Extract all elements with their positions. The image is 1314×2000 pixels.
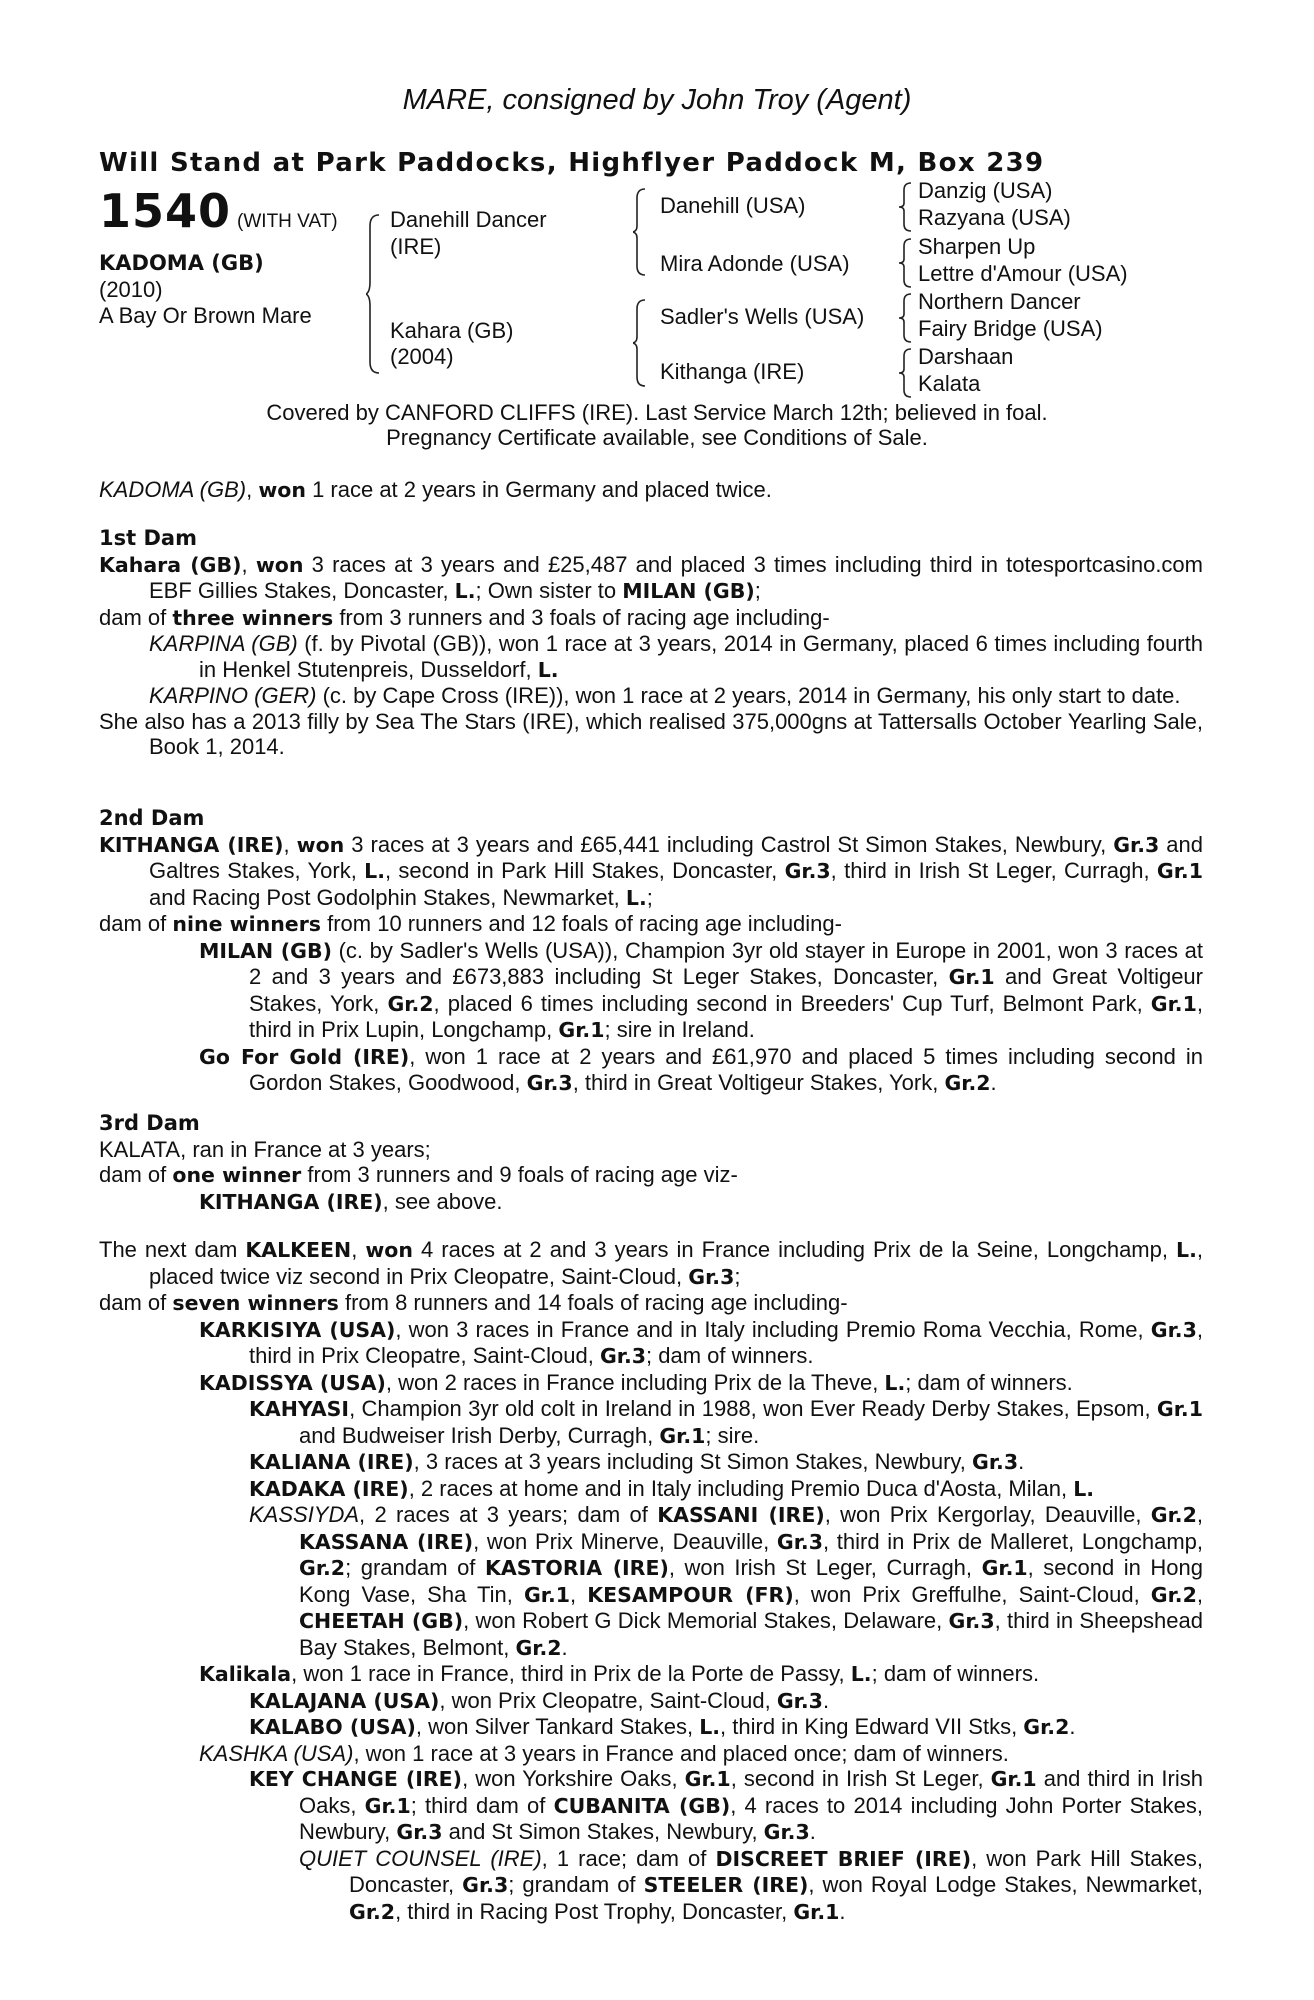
horse-name: KADOMA (GB) [99,251,264,275]
text: Gr.3 [776,1529,823,1554]
second-dam-heading: 2nd Dam [99,806,205,830]
page-title: MARE, consigned by John Troy (Agent) [402,84,912,116]
pedigree-sire-country: (IRE) [390,234,442,259]
text: , second in Irish St Leger, [730,1766,991,1791]
text: one winner [172,1163,302,1187]
text: , won Prix Minerve, Deauville, [473,1528,777,1554]
bracket-sire [633,188,647,276]
text: L. [699,1715,721,1739]
text: Gr.2 [349,1899,396,1924]
pedigree-ds: Sadler's Wells (USA) [660,304,865,329]
text: , 1 race; dam of [541,1845,716,1871]
text: won [365,1238,413,1262]
text: dam of [99,911,173,936]
text: Gr.2 [387,991,434,1016]
text: 3 races at 3 years and £65,441 including Castrol St Simon Stakes, Newbury, [344,831,1114,857]
text: and third in Irish Oaks, [299,1766,1203,1818]
text: and St Simon Stakes, Newbury, [442,1819,764,1844]
text: , won Irish St Leger, Curragh, [668,1555,982,1580]
quiet-counsel-entry [99,1846,1203,1926]
text: Gr.1 [364,1793,411,1818]
kalajana-entry [99,1688,1203,1715]
text: (f. by Pivotal (GB)), won 1 race at 3 years, 2014 in Germany, placed 6 times including fourth in Henkel Stutenpreis, Dusseldorf, [199,631,1203,682]
intro-name: KADOMA (GB) [99,477,247,502]
text: KASSANA (IRE) [299,1529,474,1554]
third-dam-heading: 3rd Dam [99,1111,200,1135]
text: 1 race at 2 years in Germany and placed twice. [305,477,772,502]
text: Gr.2 [944,1071,991,1095]
second-dam-produce [99,911,1203,938]
first-dam-heading: 1st Dam [99,526,197,550]
text: , won Robert G Dick Memorial Stakes, Delaware, [463,1608,949,1633]
pedigree-sd: Mira Adonde (USA) [660,251,850,276]
text: Gr.1 [1156,859,1203,883]
text: Kalikala [199,1662,292,1686]
text: MILAN (GB) [622,579,755,603]
text: , 2 races at 3 years; dam of [359,1502,658,1527]
text: Gr.1 [948,965,995,989]
text: , 2 races at home and in Italy including Premio Duca d'Aosta, Milan, [408,1475,1074,1501]
text: L. [364,859,385,883]
text: ; sire in Ireland. [604,1017,755,1042]
text: , placed twice viz second in Prix Cleopatre, Saint-Cloud, [149,1237,1203,1289]
text: , [1196,1502,1203,1527]
pedigree-dam: Kahara (GB) [390,318,514,343]
text: . [561,1634,568,1660]
text: Gr.1 [793,1899,840,1924]
text: from 8 runners and 14 foals of racing age including- [338,1290,848,1315]
vat-label: (WITH VAT) [237,211,338,232]
second-dam-offspring-1 [99,938,1203,1044]
pedigree-sds: Sharpen Up [918,234,1036,259]
text: ; [754,578,761,603]
text: KASSIYDA [249,1502,360,1527]
bracket-ss [899,182,913,232]
text: KALKEEN [245,1238,352,1262]
text: Gr.3 [948,1609,995,1633]
text: Gr.3 [462,1873,509,1897]
text: KITHANGA (IRE) [199,1189,383,1214]
text: Go For Gold (IRE) [199,1044,410,1069]
text: won [255,552,304,577]
text: Gr.3 [776,1688,823,1713]
text: , third in Irish St Leger, Curragh, [830,858,1157,883]
kashka-entry [99,1741,1203,1767]
pedigree-ssd: Razyana (USA) [918,205,1071,230]
text: dam of [99,604,173,630]
text: three winners [172,605,334,630]
text: KALABO (USA) [249,1715,416,1739]
pedigree-sdd: Lettre d'Amour (USA) [918,261,1128,286]
first-dam-offspring-2 [99,683,1203,709]
text: ; sire. [705,1422,760,1448]
text: CUBANITA (GB) [553,1793,731,1818]
pedigree-dss: Northern Dancer [918,289,1081,314]
text: , third in Prix Lupin, Longchamp, [249,990,1203,1042]
first-dam-also: She also has a 2013 filly by Sea The Stars (IRE), which realised 375,000gns at Tattersalls October Yearling Sale, Book 1, 2014. [99,708,1203,759]
text: won [296,832,345,857]
pedigree-sire: Danehill Dancer [390,207,547,232]
text: seven winners [172,1291,339,1315]
next-dam-section [99,1237,1203,1925]
text: , third in Prix de Malleret, Longchamp, [823,1528,1203,1554]
text: MILAN (GB) [199,938,332,963]
text: . [822,1687,830,1713]
text: KEY CHANGE (IRE) [249,1767,463,1791]
text: , won 1 race in France, third in Prix de la Porte de Passy, [291,1661,851,1686]
text: . [1069,1714,1076,1739]
text: Gr.3 [763,1820,810,1844]
kadaka-entry [99,1476,1203,1503]
karkisiya-entry [99,1317,1203,1370]
text: , won Silver Tankard Stakes, [415,1714,700,1739]
next-dam-record [99,1237,1203,1290]
second-dam-record [99,832,1203,912]
text: Gr.3 [688,1264,735,1289]
covered-line: Covered by CANFORD CLIFFS (IRE). Last Service March 12th; believed in foal. [266,400,1048,425]
intro-paragraph [99,477,1203,504]
third-dam-offspring-1 [99,1189,1203,1216]
text: dam of [99,1290,173,1315]
text: KADISSYA (USA) [199,1370,386,1395]
bracket-main [366,214,382,374]
text: , third in Prix Cleopatre, Saint-Cloud, [249,1316,1203,1368]
text: , won Park Hill Stakes, Doncaster, [349,1845,1203,1897]
text: , won Royal Lodge Stakes, Newmarket, [808,1872,1203,1897]
text: , third in Racing Post Trophy, Doncaster, [395,1898,794,1924]
third-dam-section [99,1111,1203,1215]
text: Gr.3 [1150,1317,1197,1342]
text: , placed 6 times including second in Breeders' Cup Turf, Belmont Park, [433,990,1151,1016]
text: ; [734,1263,741,1289]
text: ; dam of winners. [871,1661,1040,1686]
horse-description: A Bay Or Brown Mare [99,303,312,328]
text: won [258,478,306,502]
kassiyda-entry [99,1502,1203,1661]
first-dam-section [99,526,1203,760]
second-dam-section [99,806,1203,1097]
text: ; dam of winners. [905,1369,1073,1395]
text: KASTORIA (IRE) [484,1556,669,1580]
text: KAHYASI [249,1397,350,1421]
text: L. [850,1662,872,1686]
text: DISCREET BRIEF (IRE) [715,1846,972,1871]
text: , second in Park Hill Stakes, Doncaster, [384,858,785,883]
text: Gr.1 [523,1582,571,1607]
text: , won Prix Cleopatre, Saint-Cloud, [439,1687,777,1713]
text: Gr.1 [659,1423,706,1448]
text: and Great Voltigeur Stakes, York, [249,964,1203,1016]
kahyasi-entry [99,1396,1203,1449]
text: , won 1 race at 3 years in France and placed once; dam of winners. [353,1740,1009,1766]
bracket-dam [633,299,647,387]
text: Gr.1 [990,1767,1037,1791]
text: . [990,1070,997,1095]
text: , second in Hong Kong Vase, Sha Tin, [299,1555,1203,1607]
pregnancy-line: Pregnancy Certificate available, see Conditions of Sale. [386,425,928,450]
text: , third in Sheepshead Bay Stakes, Belmont, [299,1608,1203,1660]
text: dam of [99,1162,173,1187]
text: , won Yorkshire Oaks, [462,1766,685,1791]
bracket-dd [899,348,913,398]
text: L. [1073,1476,1095,1501]
text: , [241,551,256,577]
first-dam-offspring-1 [99,631,1203,683]
text: . [809,1819,816,1844]
text: L. [537,657,559,682]
text: , won 2 races in France including Prix de la Theve, [385,1369,885,1395]
text: (c. by Cape Cross (IRE)), won 1 race at 2 years, 2014 in Germany, his only start to date. [316,683,1181,708]
text: Gr.1 [981,1556,1028,1580]
text: , [1196,1581,1203,1607]
text: STEELER (IRE) [643,1873,809,1897]
text: , won 1 race at 2 years and £61,970 and placed 5 times including second in Gordon Stakes, Goodwood, [249,1043,1203,1095]
text: Gr.2 [1023,1715,1070,1739]
text: Gr.3 [972,1450,1019,1474]
text: KESAMPOUR (FR) [587,1582,794,1607]
text: , [246,477,259,502]
text: , 3 races at 3 years including St Simon Stakes, Newbury, [413,1449,973,1474]
text: and Racing Post Godolphin Stakes, Newmarket, [149,884,626,910]
text: . [839,1898,846,1924]
text: KADAKA (IRE) [249,1476,409,1501]
text: and Galtres Stakes, York, [149,831,1203,883]
pedigree-ss: Danehill (USA) [660,193,806,218]
text: Gr.3 [1113,832,1160,857]
pedigree-sss: Danzig (USA) [918,178,1053,203]
kalabo-entry [99,1714,1203,1741]
text: (c. by Sadler's Wells (USA)), Champion 3yr old stayer in Europe in 2001, won 3 races at 2 and 3 years and £673,883 including St Leger Stakes, Doncaster, [249,937,1203,989]
second-dam-offspring-2 [99,1044,1203,1097]
third-dam-record: KALATA, ran in France at 3 years; [99,1136,431,1162]
text: Gr.1 [1156,1397,1203,1421]
pedigree-dd: Kithanga (IRE) [660,359,805,384]
stand-location: Will Stand at Park Paddocks, Highflyer Paddock M, Box 239 [99,148,1045,178]
next-dam-produce [99,1290,1203,1317]
text: L. [1176,1238,1197,1262]
text: The next dam [99,1237,246,1262]
first-dam-record [99,552,1203,605]
key-change-entry [99,1766,1203,1846]
text: Gr.3 [396,1820,443,1844]
text: , third in Great Voltigeur Stakes, York, [572,1070,945,1095]
pedigree-dsd: Fairy Bridge (USA) [918,316,1103,341]
text: ; [646,884,653,910]
text: Kahara (GB) [99,552,242,577]
pedigree-dds: Darshaan [918,344,1014,369]
text: ; Own sister to [475,578,623,603]
text: . [1018,1449,1025,1474]
text: L. [454,579,476,603]
text: KALIANA (IRE) [249,1450,414,1474]
text: , [283,831,297,857]
text: ; dam of winners. [646,1343,814,1368]
text: Gr.1 [684,1767,731,1791]
text: KASHKA (USA) [199,1740,354,1766]
text: L. [884,1370,906,1395]
kalikala-entry [99,1661,1203,1688]
text: Gr.2 [1150,1582,1197,1607]
bracket-sd [899,238,913,288]
text: KASSANI (IRE) [657,1503,825,1527]
bracket-ds [899,293,913,343]
text: KALAJANA (USA) [249,1688,440,1713]
text: ; grandam of [345,1555,485,1580]
text: from 3 runners and 3 foals of racing age including- [333,604,830,630]
text: KARPINA (GB) [149,631,298,656]
pedigree-ddd: Kalata [918,371,981,396]
text: , won 3 races in France and in Italy including Premio Roma Vecchia, Rome, [395,1316,1151,1342]
third-dam-produce [99,1162,1203,1189]
text: , [570,1581,588,1607]
text: KARPINO (GER) [149,683,317,708]
text: and Budweiser Irish Derby, Curragh, [299,1422,660,1448]
horse-year: (2010) [99,277,163,302]
lot-number: 1540 [99,184,232,238]
text: CHEETAH (GB) [299,1609,464,1633]
text: Gr.3 [784,859,831,883]
text: QUIET COUNSEL (IRE) [299,1845,542,1871]
first-dam-produce [99,605,1203,632]
text: 4 races at 2 and 3 years in France including Prix de la Seine, Longchamp, [412,1237,1177,1262]
text: , 4 races to 2014 including John Porter Stakes, Newbury, [299,1792,1203,1844]
text: from 10 runners and 12 foals of racing age including- [321,911,842,936]
text: L. [625,885,647,910]
text: , won Prix Greffulhe, Saint-Cloud, [793,1581,1151,1607]
text: KITHANGA (IRE) [99,832,284,857]
text: , [351,1237,366,1262]
text: , third in King Edward VII Stks, [720,1714,1024,1739]
lot-number-block [99,184,338,238]
text: Gr.2 [515,1635,562,1660]
text: from 3 runners and 9 foals of racing age viz- [301,1162,738,1187]
text: ; grandam of [508,1872,644,1897]
pedigree-dam-year: (2004) [390,344,454,369]
kaliana-entry [99,1449,1203,1476]
text: nine winners [172,912,321,936]
text: ; third dam of [410,1792,554,1818]
text: Gr.2 [299,1556,346,1580]
text: Gr.2 [1150,1503,1197,1527]
text: Gr.1 [558,1018,605,1042]
text: Gr.3 [599,1344,647,1368]
text: , see above. [382,1188,503,1214]
text: , won Prix Kergorlay, Deauville, [824,1502,1151,1527]
text: , Champion 3yr old colt in Ireland in 1988, won Ever Ready Derby Stakes, Epsom, [349,1396,1157,1421]
text: KARKISIYA (USA) [199,1317,396,1342]
text: Gr.3 [526,1071,573,1095]
kadissya-entry [99,1370,1203,1397]
text: 3 races at 3 years and £25,487 and placed 3 times including third in totesportcasino.com EBF Gillies Stakes, Doncaster, [149,551,1203,603]
text: Gr.1 [1150,991,1197,1016]
